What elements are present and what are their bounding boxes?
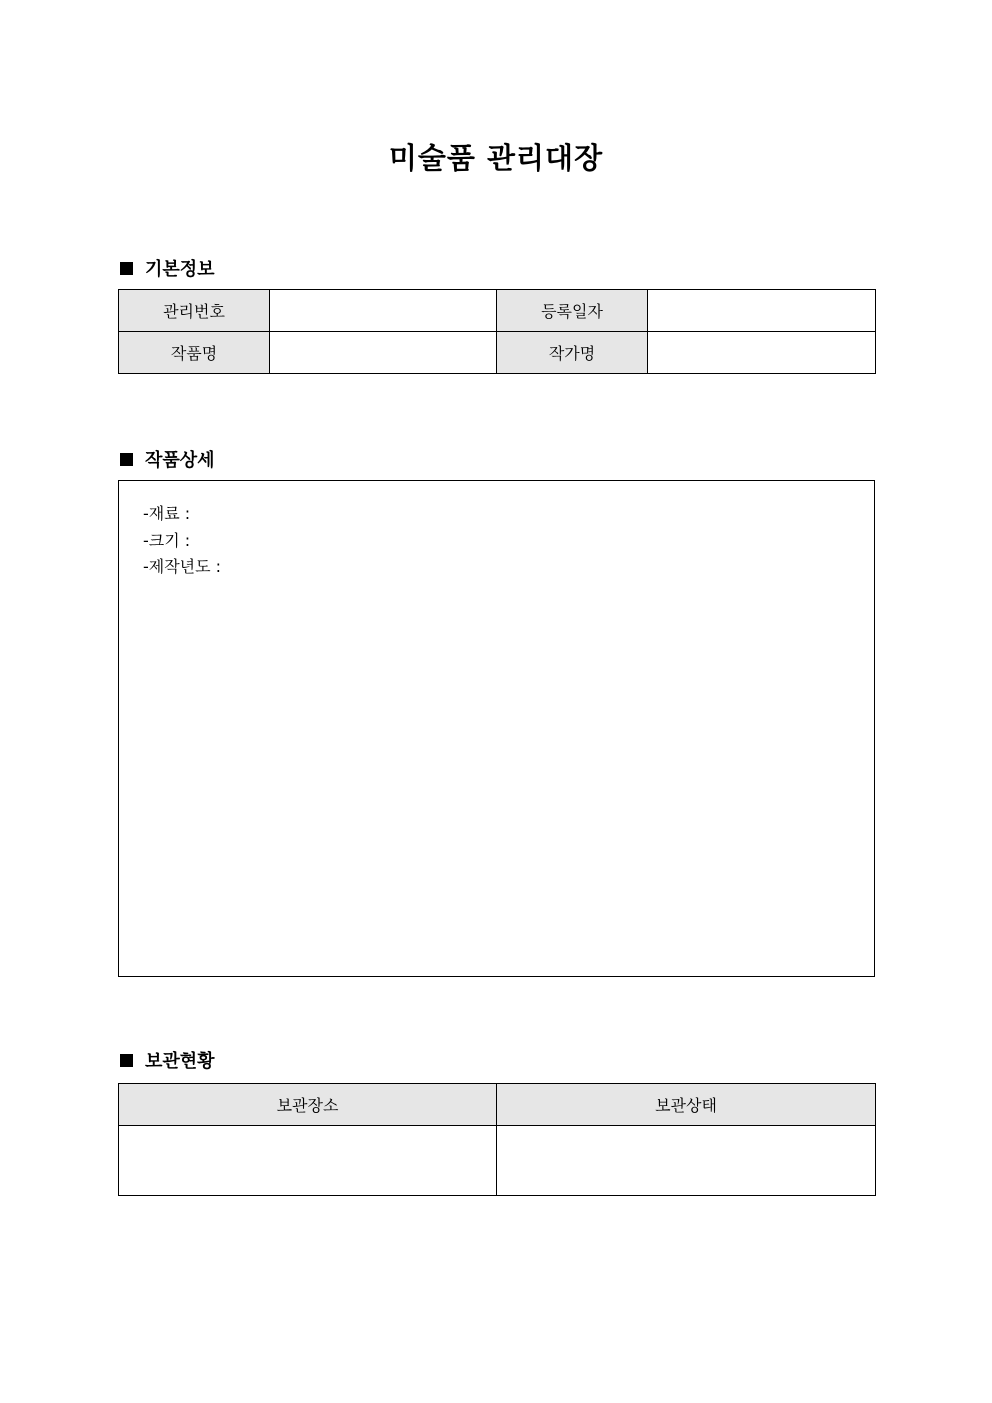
registration-date-label: 등록일자: [497, 290, 648, 332]
section-heading-detail: [120, 446, 215, 472]
production-year-line: -제작년도 :: [143, 557, 222, 576]
basic-info-table: [118, 289, 876, 374]
storage-condition-header: 보관상태: [497, 1084, 876, 1126]
artwork-name-field[interactable]: [270, 332, 497, 374]
artwork-name-label: 작품명: [119, 332, 270, 374]
storage-condition-field[interactable]: [497, 1126, 876, 1196]
table-row: [119, 290, 876, 332]
storage-location-field[interactable]: [119, 1126, 497, 1196]
registration-date-field[interactable]: [648, 290, 876, 332]
material-line: -재료 :: [143, 504, 191, 523]
section-heading-basic-label: 기본정보: [145, 259, 215, 280]
square-bullet-icon: [120, 1054, 133, 1067]
size-line: -크기 :: [143, 530, 191, 550]
artist-name-label: 작가명: [497, 332, 648, 374]
detail-lines: [143, 501, 221, 581]
document-title: 미술품 관리대장: [388, 141, 604, 175]
section-heading-detail-label: 작품상세: [145, 450, 215, 471]
square-bullet-icon: [120, 262, 133, 275]
management-number-label: 관리번호: [119, 290, 270, 332]
section-heading-basic: [120, 255, 215, 281]
section-heading-storage-label: 보관현황: [145, 1051, 215, 1072]
section-heading-storage: [120, 1047, 215, 1073]
table-row: [119, 1126, 876, 1196]
management-number-field[interactable]: [270, 290, 497, 332]
table-header-row: [119, 1084, 876, 1126]
storage-location-header: 보관장소: [119, 1084, 497, 1126]
storage-status-table: [118, 1083, 876, 1196]
artist-name-field[interactable]: [648, 332, 876, 374]
artwork-detail-box[interactable]: [118, 480, 875, 977]
table-row: [119, 332, 876, 374]
square-bullet-icon: [120, 453, 133, 466]
